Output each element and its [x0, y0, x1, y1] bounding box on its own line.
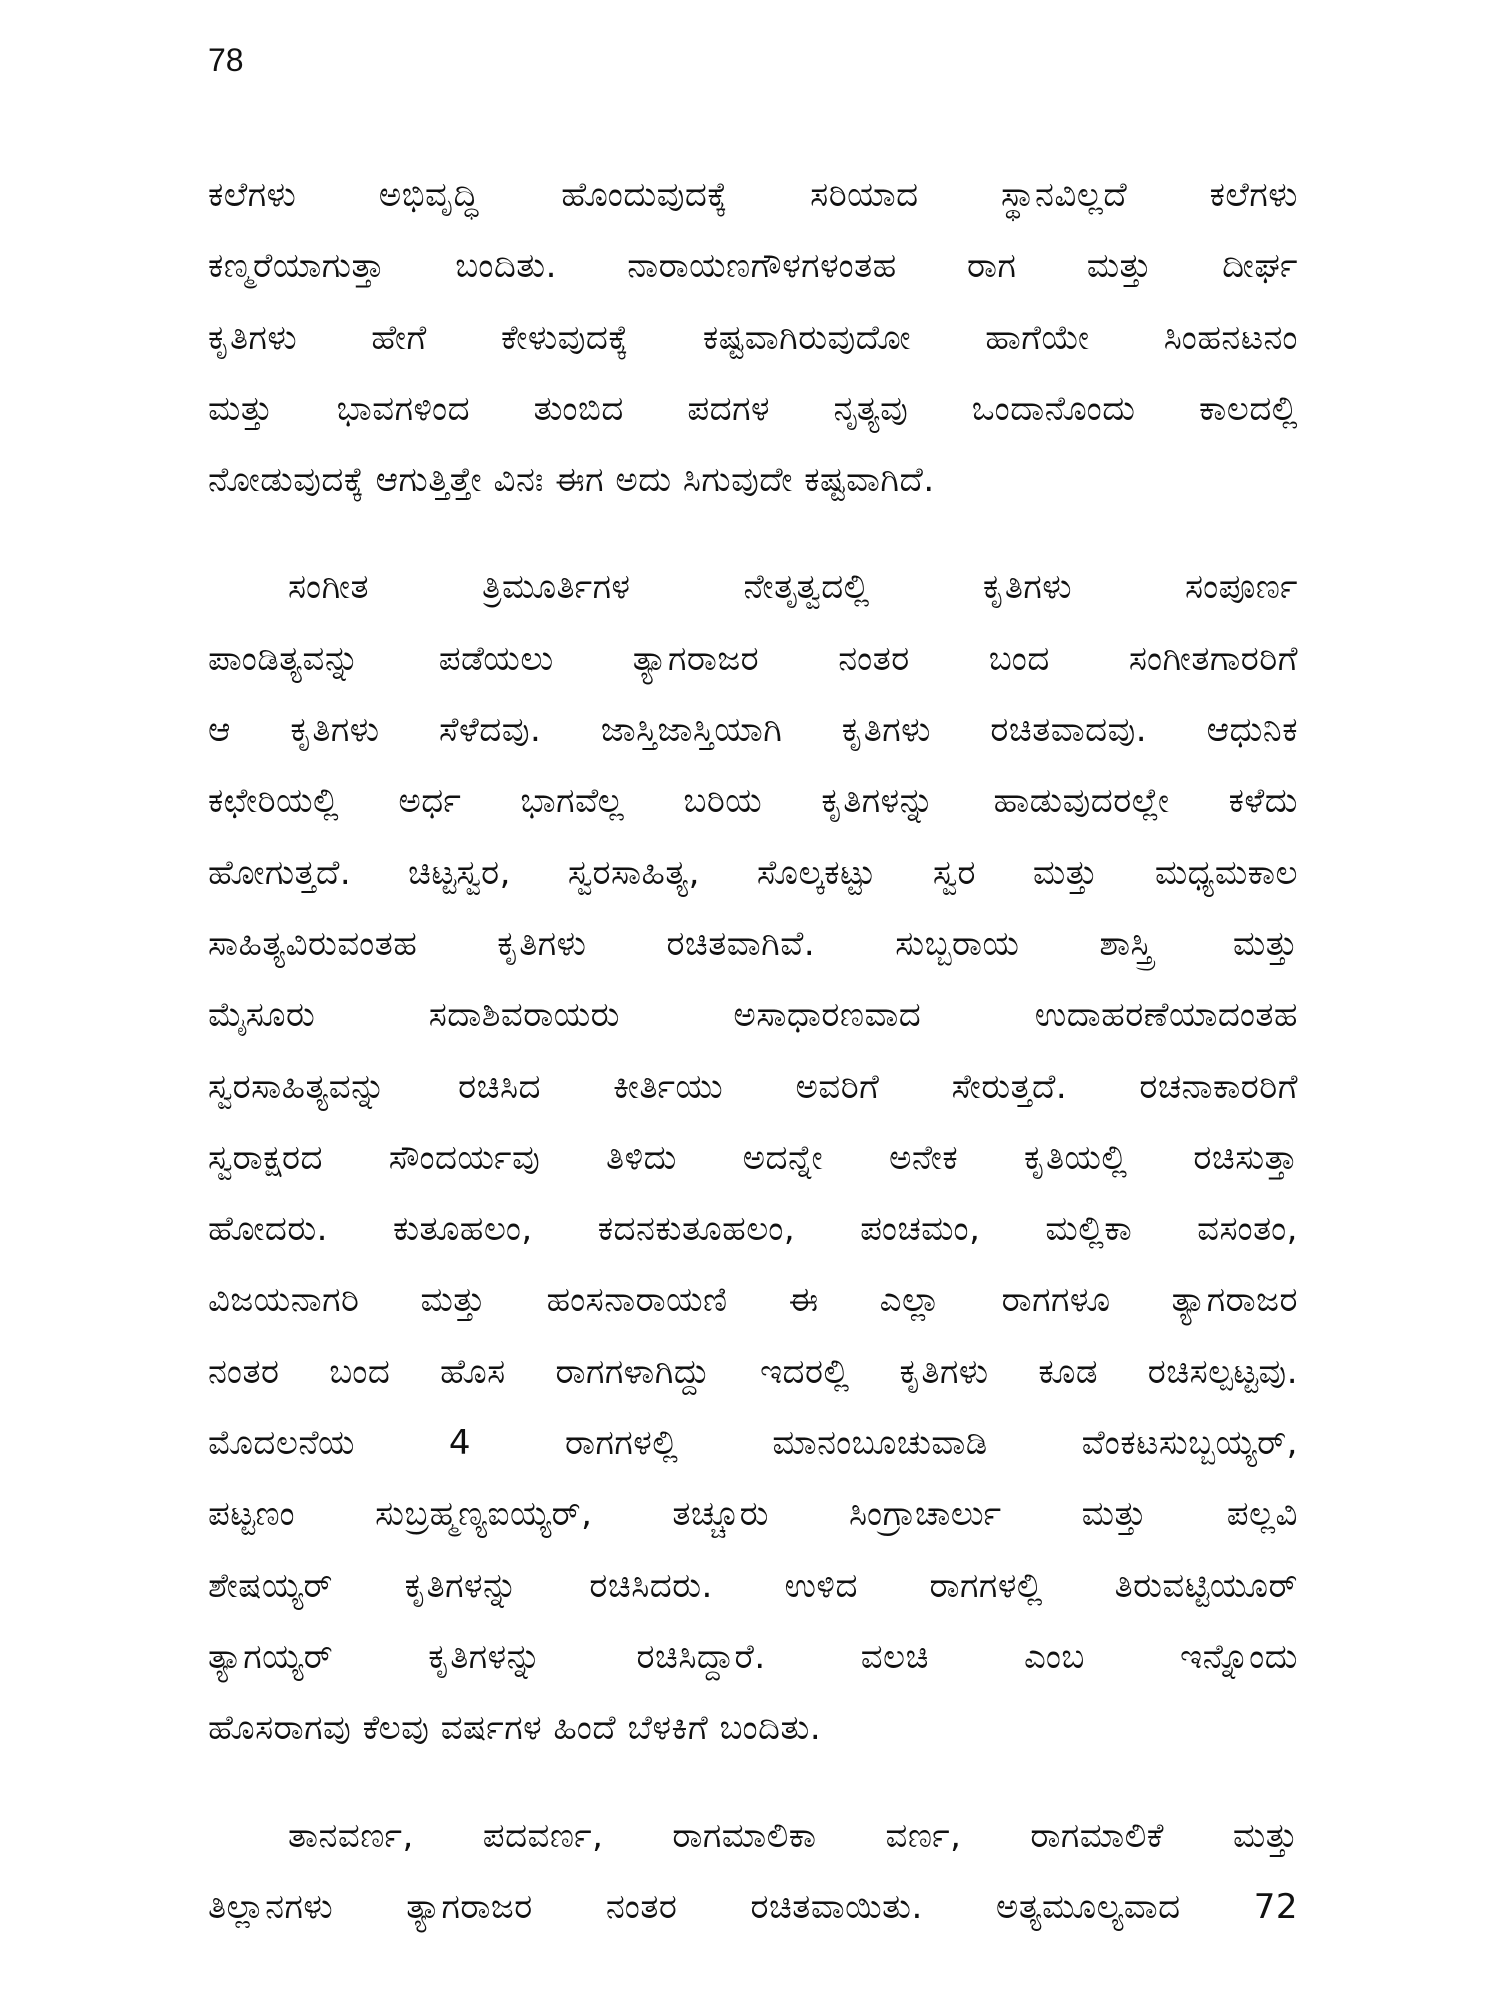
text-line: ಪಟ್ಟಣಂ ಸುಬ್ರಹ್ಮಣ್ಯಐಯ್ಯರ್, ತಚ್ಚೂರು ಸಿಂಗ್ರಾಚಾರ್ಲು ಮತ್ತು ಪಲ್ಲವಿ	[208, 1494, 1298, 1535]
text-line: ನಂತರ ಬಂದ ಹೊಸ ರಾಗಗಳಾಗಿದ್ದು ಇದರಲ್ಲಿ ಕೃತಿಗಳು ಕೂಡ ರಚಿಸಲ್ಪಟ್ಟವು.	[208, 1351, 1298, 1392]
text-line: ಶೇಷಯ್ಯರ್ ಕೃತಿಗಳನ್ನು ರಚಿಸಿದರು. ಉಳಿದ ರಾಗಗಳಲ್ಲಿ ತಿರುವಟ್ಟಿಯೂರ್	[208, 1565, 1298, 1606]
text-line: ಹೋದರು. ಕುತೂಹಲಂ, ಕದನಕುತೂಹಲಂ, ಪಂಚಮಂ, ಮಲ್ಲಿಕಾ ವಸಂತಂ,	[208, 1209, 1298, 1250]
paragraph-gap	[208, 1765, 1298, 1801]
text-line: ಹೊಸರಾಗವು ಕೆಲವು ವರ್ಷಗಳ ಹಿಂದೆ ಬೆಳಕಿಗೆ ಬಂದಿತು.	[208, 1708, 822, 1749]
text-line: ಮೊದಲನೆಯ 4 ರಾಗಗಳಲ್ಲಿ ಮಾನಂಬೂಚುವಾಡಿ ವೆಂಕಟಸುಬ್ಬಯ್ಯರ್,	[208, 1423, 1298, 1464]
body-text	[208, 160, 1298, 1943]
paragraph-3	[208, 1801, 1298, 1944]
text-line: ಕೃತಿಗಳು ಹೇಗೆ ಕೇಳುವುದಕ್ಕೆ ಕಷ್ಟವಾಗಿರುವುದೋ ಹಾಗೆಯೇ ಸಿಂಹನಟನಂ	[208, 317, 1298, 358]
text-line: ಸಂಗೀತ ತ್ರಿಮೂರ್ತಿಗಳ ನೇತೃತ್ವದಲ್ಲಿ ಕೃತಿಗಳು ಸಂಪೂರ್ಣ	[288, 567, 1298, 608]
text-line: ಕಣ್ಮರೆಯಾಗುತ್ತಾ ಬಂದಿತು. ನಾರಾಯಣಗೌಳಗಳಂತಹ ರಾಗ ಮತ್ತು ದೀರ್ಘ	[208, 246, 1298, 287]
text-line: ವಿಜಯನಾಗರಿ ಮತ್ತು ಹಂಸನಾರಾಯಣಿ ಈ ಎಲ್ಲಾ ರಾಗಗಳೂ ತ್ಯಾಗರಾಜರ	[208, 1280, 1298, 1321]
text-line: ಮತ್ತು ಭಾವಗಳಿಂದ ತುಂಬಿದ ಪದಗಳ ನೃತ್ಯವು ಒಂದಾನೊಂದು ಕಾಲದಲ್ಲಿ	[208, 388, 1298, 429]
text-line: ತಿಲ್ಲಾನಗಳು ತ್ಯಾಗರಾಜರ ನಂತರ ರಚಿತವಾಯಿತು. ಅತ್ಯಮೂಲ್ಯವಾದ 72	[208, 1886, 1298, 1927]
text-line: ಸಾಹಿತ್ಯವಿರುವಂತಹ ಕೃತಿಗಳು ರಚಿತವಾಗಿವೆ. ಸುಬ್ಬರಾಯ ಶಾಸ್ತ್ರಿ ಮತ್ತು	[208, 923, 1298, 964]
text-line: ಕಲೆಗಳು ಅಭಿವೃದ್ಧಿ ಹೊಂದುವುದಕ್ಕೆ ಸರಿಯಾದ ಸ್ಥಾನವಿಲ್ಲದೆ ಕಲೆಗಳು	[208, 175, 1298, 215]
text-line: ಹೋಗುತ್ತದೆ. ಚಿಟ್ಟಸ್ವರ, ಸ್ವರಸಾಹಿತ್ಯ, ಸೊಲ್ಕಕಟ್ಟು ಸ್ವರ ಮತ್ತು ಮಧ್ಯಮಕಾಲ	[208, 852, 1298, 893]
text-line: ತ್ಯಾಗಯ್ಯರ್ ಕೃತಿಗಳನ್ನು ರಚಿಸಿದ್ದಾರೆ. ವಲಚಿ ಎಂಬ ಇನ್ನೊಂದು	[208, 1636, 1298, 1677]
text-line: ಮೈಸೂರು ಸದಾಶಿವರಾಯರು ಅಸಾಧಾರಣವಾದ ಉದಾಹರಣೆಯಾದಂತಹ	[208, 995, 1298, 1036]
paragraph-1	[208, 160, 1298, 516]
page-number: 78	[208, 42, 244, 78]
paragraph-2	[208, 552, 1298, 1764]
paragraph-gap	[208, 516, 1298, 552]
text-line: ಕಛೇರಿಯಲ್ಲಿ ಅರ್ಧ ಭಾಗವೆಲ್ಲ ಬರಿಯ ಕೃತಿಗಳನ್ನು ಹಾಡುವುದರಲ್ಲೇ ಕಳೆದು	[208, 781, 1298, 822]
text-line: ಆ ಕೃತಿಗಳು ಸೆಳೆದವು. ಜಾಸ್ತಿಜಾಸ್ತಿಯಾಗಿ ಕೃತಿಗಳು ರಚಿತವಾದವು. ಆಧುನಿಕ	[208, 710, 1298, 751]
text-line: ಸ್ವರಾಕ್ಷರದ ಸೌಂದರ್ಯವು ತಿಳಿದು ಅದನ್ನೇ ಅನೇಕ ಕೃತಿಯಲ್ಲಿ ರಚಿಸುತ್ತಾ	[208, 1137, 1298, 1178]
text-line: ತಾನವರ್ಣ, ಪದವರ್ಣ, ರಾಗಮಾಲಿಕಾ ವರ್ಣ, ರಾಗಮಾಲಿಕೆ ಮತ್ತು	[288, 1815, 1298, 1856]
text-line: ಸ್ವರಸಾಹಿತ್ಯವನ್ನು ರಚಿಸಿದ ಕೀರ್ತಿಯು ಅವರಿಗೆ ಸೇರುತ್ತದೆ. ರಚನಾಕಾರರಿಗೆ	[208, 1066, 1298, 1107]
text-line: ಪಾಂಡಿತ್ಯವನ್ನು ಪಡೆಯಲು ತ್ಯಾಗರಾಜರ ನಂತರ ಬಂದ ಸಂಗೀತಗಾರರಿಗೆ	[208, 638, 1298, 679]
text-line: ನೋಡುವುದಕ್ಕೆ ಆಗುತ್ತಿತ್ತೇ ವಿನಃ ಈಗ ಅದು ಸಿಗುವುದೇ ಕಷ್ಟವಾಗಿದೆ.	[208, 460, 935, 501]
